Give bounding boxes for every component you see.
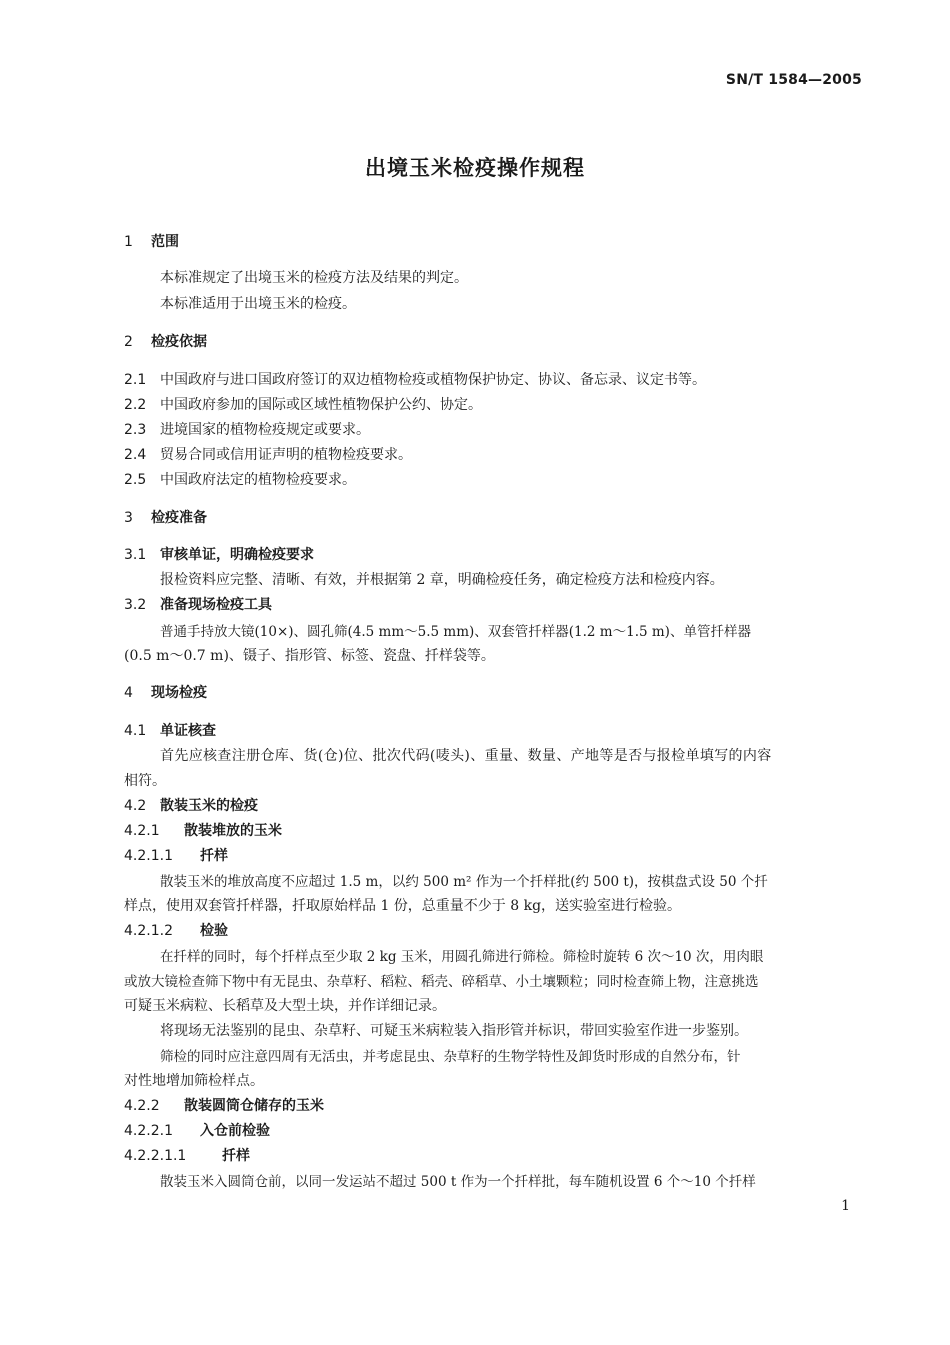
page-number: 1 bbox=[841, 1198, 850, 1214]
subsection-3-1-heading bbox=[124, 544, 314, 564]
subsection-number: 3.2 bbox=[124, 597, 147, 613]
subsection-number: 4.2.2.1.1 bbox=[124, 1148, 187, 1164]
subsection-number: 3.1 bbox=[124, 547, 147, 563]
subsection-4-2-1-1-heading bbox=[124, 845, 228, 865]
subsection-3-2-heading bbox=[124, 594, 272, 614]
subsection-title: 单证核查 bbox=[160, 723, 216, 739]
paragraph: 在扦样的同时，每个扦样点至少取 2 kg 玉米，用圆孔筛进行筛检。筛检时旋转 6 次～10 次，用肉眼 bbox=[160, 949, 764, 965]
section-1-heading bbox=[124, 231, 179, 251]
section-number: 4 bbox=[124, 685, 133, 701]
item-number: 2.2 bbox=[124, 397, 147, 413]
paragraph-continuation: (0.5 m～0.7 m)、镊子、指形管、标签、瓷盘、扦样袋等。 bbox=[124, 648, 495, 664]
paragraph: 普通手持放大镜(10×)、圆孔筛(4.5 mm～5.5 mm)、双套管扦样器(1.2 m～1.5 m)、单管扦样器 bbox=[160, 624, 751, 640]
paragraph-continuation: 可疑玉米病粒、长稻草及大型土块，并作详细记录。 bbox=[124, 998, 446, 1014]
paragraph-continuation: 或放大镜检查筛下物中有无昆虫、杂草籽、稻粒、稻壳、碎稻草、小土壤颗粒；同时检查筛上物，注意挑选 bbox=[124, 974, 759, 990]
subsection-number: 4.2 bbox=[124, 798, 147, 814]
list-item bbox=[124, 469, 356, 489]
paragraph: 首先应核查注册仓库、货(仓)位、批次代码(唛头)、重量、数量、产地等是否与报检单填写的内容 bbox=[160, 748, 772, 764]
section-title: 现场检疫 bbox=[151, 685, 207, 701]
section-4-heading bbox=[124, 682, 207, 702]
paragraph: 筛检的同时应注意四周有无活虫，并考虑昆虫、杂草籽的生物学特性及卸货时形成的自然分布，针 bbox=[160, 1049, 741, 1065]
subsection-title: 入仓前检验 bbox=[200, 1123, 270, 1139]
paragraph: 散装玉米的堆放高度不应超过 1.5 m，以约 500 m² 作为一个扦样批(约 500 t)，按棋盘式设 50 个扦 bbox=[160, 874, 768, 890]
subsection-title: 扦样 bbox=[222, 1148, 250, 1164]
subsection-title: 散装堆放的玉米 bbox=[184, 823, 282, 839]
paragraph: 报检资料应完整、清晰、有效，并根据第 2 章，明确检疫任务，确定检疫方法和检疫内容。 bbox=[160, 572, 724, 588]
item-number: 2.5 bbox=[124, 472, 147, 488]
section-title: 检疫准备 bbox=[151, 510, 207, 526]
item-number: 2.1 bbox=[124, 372, 147, 388]
subsection-title: 准备现场检疫工具 bbox=[160, 597, 272, 613]
section-number: 1 bbox=[124, 234, 133, 250]
paragraph-continuation: 对性地增加筛检样点。 bbox=[124, 1073, 264, 1089]
subsection-number: 4.2.1.2 bbox=[124, 923, 173, 939]
subsection-number: 4.2.1.1 bbox=[124, 848, 173, 864]
standard-code: SN/T 1584—2005 bbox=[725, 72, 862, 88]
section-number: 2 bbox=[124, 334, 133, 350]
paragraph-continuation: 相符。 bbox=[124, 773, 166, 789]
section-2-heading bbox=[124, 331, 207, 351]
paragraph-continuation: 样点，使用双套管扦样器，扦取原始样品 1 份，总重量不少于 8 kg，送实验室进行检验。 bbox=[124, 898, 682, 914]
paragraph: 将现场无法鉴别的昆虫、杂草籽、可疑玉米病粒装入指形管并标识，带回实验室作进一步鉴别。 bbox=[160, 1023, 748, 1039]
subsection-title: 检验 bbox=[200, 923, 228, 939]
subsection-4-1-heading bbox=[124, 720, 216, 740]
subsection-4-2-2-heading bbox=[124, 1095, 324, 1115]
section-title: 检疫依据 bbox=[151, 334, 207, 350]
subsection-4-2-2-1-heading bbox=[124, 1120, 270, 1140]
list-item bbox=[124, 444, 412, 464]
section-number: 3 bbox=[124, 510, 133, 526]
list-item bbox=[124, 419, 370, 439]
item-number: 2.4 bbox=[124, 447, 147, 463]
subsection-title: 散装圆筒仓储存的玉米 bbox=[184, 1098, 324, 1114]
subsection-number: 4.2.1 bbox=[124, 823, 160, 839]
subsection-4-2-1-2-heading bbox=[124, 920, 228, 940]
subsection-number: 4.2.2 bbox=[124, 1098, 160, 1114]
paragraph: 本标准规定了出境玉米的检疫方法及结果的判定。 bbox=[160, 270, 468, 286]
item-text: 中国政府与进口国政府签订的双边植物检疫或植物保护协定、协议、备忘录、议定书等。 bbox=[160, 372, 706, 388]
subsection-title: 审核单证，明确检疫要求 bbox=[160, 547, 314, 563]
subsection-number: 4.2.2.1 bbox=[124, 1123, 173, 1139]
subsection-4-2-2-1-1-heading bbox=[124, 1145, 250, 1165]
item-text: 进境国家的植物检疫规定或要求。 bbox=[160, 422, 370, 438]
section-title: 范围 bbox=[151, 234, 179, 250]
list-item bbox=[124, 369, 706, 389]
subsection-4-2-1-heading bbox=[124, 820, 282, 840]
item-text: 中国政府参加的国际或区域性植物保护公约、协定。 bbox=[160, 397, 482, 413]
paragraph: 本标准适用于出境玉米的检疫。 bbox=[160, 296, 356, 312]
document-title: 出境玉米检疫操作规程 bbox=[365, 156, 585, 180]
item-number: 2.3 bbox=[124, 422, 147, 438]
subsection-title: 散装玉米的检疫 bbox=[160, 798, 258, 814]
item-text: 贸易合同或信用证声明的植物检疫要求。 bbox=[160, 447, 412, 463]
paragraph: 散装玉米入圆筒仓前，以同一发运站不超过 500 t 作为一个扦样批，每车随机设置 6 个～10 个扦样 bbox=[160, 1174, 756, 1190]
list-item bbox=[124, 394, 482, 414]
subsection-title: 扦样 bbox=[200, 848, 228, 864]
subsection-number: 4.1 bbox=[124, 723, 147, 739]
subsection-4-2-heading bbox=[124, 795, 258, 815]
item-text: 中国政府法定的植物检疫要求。 bbox=[160, 472, 356, 488]
section-3-heading bbox=[124, 507, 207, 527]
